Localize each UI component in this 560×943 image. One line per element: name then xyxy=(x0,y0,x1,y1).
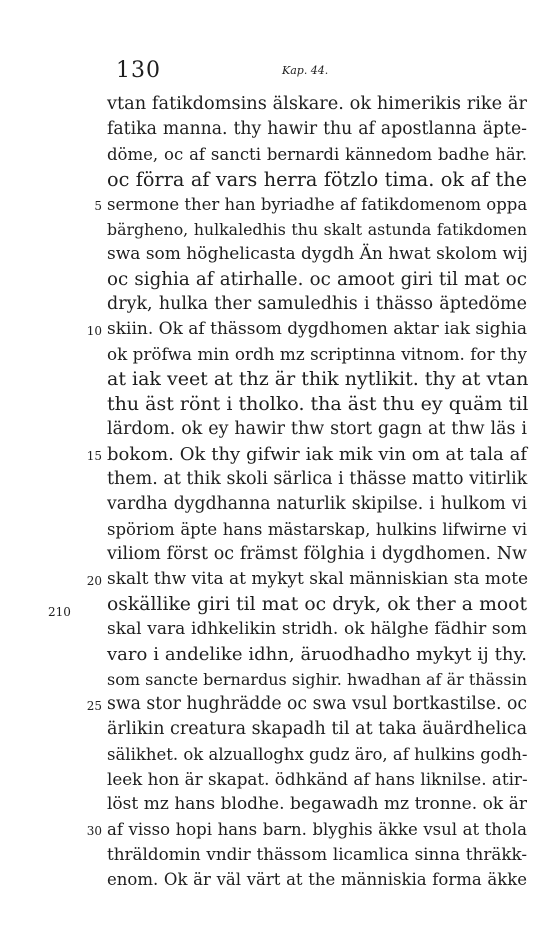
text-line: sälikhet. ok alzualloghx gudz äro, af hulkins godh- xyxy=(107,745,528,764)
text-line: thu äst rönt i tholko. tha äst thu ey quäm til xyxy=(107,393,529,415)
line-number: 5 xyxy=(94,199,102,213)
text-line: oc sighia af atirhalle. oc amoot giri til mat oc xyxy=(107,269,527,290)
text-line: them. at thik skoli särlica i thässe matto vitirlik xyxy=(107,469,528,489)
text-line: lärdom. ok ey hawir thw stort gagn at thw läs i xyxy=(107,419,527,439)
text-line: skal vara idhkelikin stridh. ok hälghe fädhir som xyxy=(107,619,527,639)
line-number: 25 xyxy=(86,699,102,713)
running-head: Kap. 44. xyxy=(282,64,329,77)
text-line: sermone ther han byriadhe af fatikdomenom oppa xyxy=(107,195,528,214)
text-line: skiin. Ok af thässom dygdhomen aktar iak sighia xyxy=(107,319,527,339)
text-line: viliom först oc främst fölghia i dygdhomen. Nw xyxy=(107,544,527,564)
text-line: ok pröfwa min ordh mz scriptinna vitnom. for thy xyxy=(107,344,527,364)
text-line: swa som höghelicasta dygdh Än hwat skolom wij xyxy=(107,244,528,264)
text-line: bärgheno, hulkaledhis thu skalt astunda fatikdomen xyxy=(107,220,527,239)
text-line: som sancte bernardus sighir. hwadhan af är thässin xyxy=(107,670,527,689)
text-line: döme, oc af sancti bernardi kännedom badhe här. xyxy=(107,145,527,164)
text-line: dryk, hulka ther samuledhis i thässo äptedöme xyxy=(107,294,527,314)
text-line: skalt thw vita at mykyt skal människian sta mote xyxy=(107,569,529,589)
line-number: 10 xyxy=(86,324,102,338)
text-line: fatika manna. thy hawir thu af apostlanna äpte- xyxy=(107,119,527,139)
text-line: ärlikin creatura skapadh til at taka äuärdhelica xyxy=(107,719,527,739)
text-line: thräldomin vndir thässom licamlica sinna thräkk- xyxy=(107,844,527,864)
text-line: oc förra af vars herra fötzlo tima. ok af the xyxy=(107,168,527,191)
page-number: 130 xyxy=(116,58,161,83)
line-number: 15 xyxy=(86,449,102,463)
text-line: swa stor hughrädde oc swa vsul bortkastilse. oc xyxy=(107,694,527,714)
text-line: leek hon är skapat. ödhkänd af hans liknilse. atir- xyxy=(107,769,528,789)
text-line: löst mz hans blodhe. begawadh mz tronne. ok är xyxy=(107,794,527,814)
text-line: oskällike giri til mat oc dryk, ok ther a moot xyxy=(107,594,527,615)
line-number: 20 xyxy=(86,574,102,588)
text-line: vtan fatikdomsins älskare. ok himerikis rike är xyxy=(107,94,527,114)
text-line: at iak veet at thz är thik nytlikit. thy at vtan xyxy=(107,368,529,390)
text-line: bokom. Ok thy gifwir iak mik vin om at tala af xyxy=(107,444,527,465)
text-line: af visso hopi hans barn. blyghis äkke vsul at thola xyxy=(107,820,527,839)
text-line: enom. Ok är väl värt at the människia forma äkke xyxy=(107,870,527,889)
text-line: vardha dygdhanna naturlik skipilse. i hulkom vi xyxy=(107,494,527,514)
margin-page-reference: 210 xyxy=(48,605,71,619)
text-line: varo i andelike idhn, äruodhadho mykyt ij thy. xyxy=(107,644,527,665)
text-line: spöriom äpte hans mästarskap, hulkins lifwirne vi xyxy=(107,520,527,539)
line-number: 30 xyxy=(86,824,102,838)
